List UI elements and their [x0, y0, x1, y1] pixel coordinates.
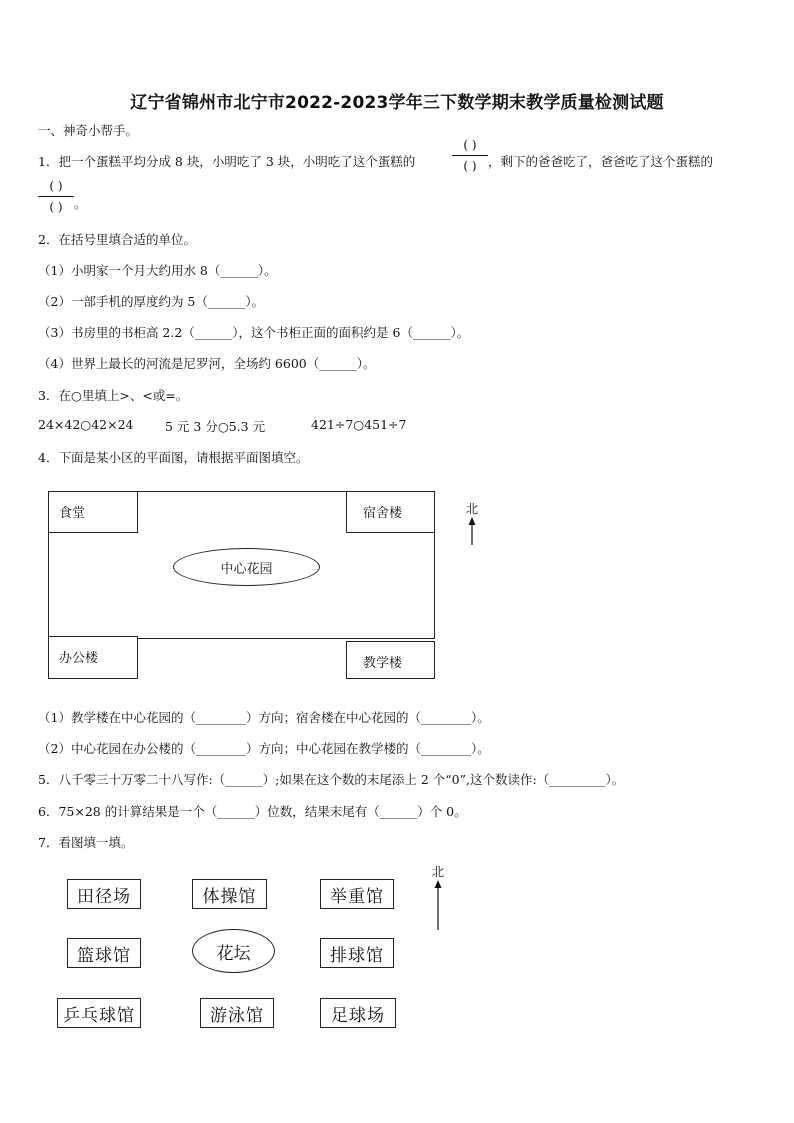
question-5: 5．八千零三十万零二十八写作:（______）;如果在这个数的末尾添上 2 个“0”,这个数读作:（_________）。 — [38, 772, 625, 787]
north-indicator-2 — [428, 863, 448, 933]
north-label: 北 — [431, 865, 444, 879]
room-canteen: 食堂 — [48, 491, 138, 533]
question-2-item-2: （2）一部手机的厚度约为 5（______）。 — [38, 294, 265, 309]
room-office: 办公楼 — [48, 636, 138, 679]
venue-weightlifting-hall: 举重馆 — [320, 879, 394, 909]
north-label: 北 — [465, 502, 478, 516]
question-3-compare-1: 24×42○42×24 — [38, 417, 134, 432]
question-1-fraction-2 — [38, 178, 74, 215]
venue-swimming-hall: 游泳馆 — [200, 998, 274, 1028]
room-teaching: 教学楼 — [346, 641, 435, 679]
fraction-denominator: ( ) — [49, 200, 63, 214]
flower-bed: 花坛 — [192, 929, 275, 973]
question-3-compare-3: 421÷7○451÷7 — [311, 417, 407, 432]
venue-table-tennis-hall: 乒乓球馆 — [57, 998, 141, 1028]
north-arrow-icon — [428, 880, 448, 930]
question-2-item-4: （4）世界上最长的河流是尼罗河，全场约 6600（______）。 — [38, 356, 376, 371]
question-1-text-a: 1．把一个蛋糕平均分成 8 块，小明吃了 3 块，小明吃了这个蛋糕的 — [38, 154, 416, 169]
fraction-bar — [452, 155, 488, 156]
venue-gymnastics-hall: 体操馆 — [192, 879, 267, 909]
north-indicator-1 — [462, 500, 482, 548]
question-7-heading: 7．看图填一填。 — [38, 835, 134, 850]
question-4-item-1: （1）教学楼在中心花园的（________）方向；宿舍楼在中心花园的（________）。 — [38, 710, 490, 725]
question-2-item-3: （3）书房里的书柜高 2.2（______），这个书柜正面的面积约是 6（______）。 — [38, 325, 470, 340]
central-garden: 中心花园 — [173, 548, 320, 586]
question-3-compare-2: 5 元 3 分○5.3 元 — [165, 419, 266, 434]
venue-track-field: 田径场 — [67, 879, 141, 909]
venue-football-field: 足球场 — [320, 998, 396, 1028]
question-4-item-2: （2）中心花园在办公楼的（________）方向；中心花园在教学楼的（________）。 — [38, 741, 490, 756]
question-6: 6．75×28 的计算结果是一个（______）位数，结果末尾有（______）个 0。 — [38, 804, 467, 819]
question-1-fraction-1 — [452, 137, 488, 174]
fraction-numerator: ( ) — [463, 138, 477, 152]
fraction-bar — [38, 196, 74, 197]
question-3-heading: 3．在○里填上>、<或=。 — [38, 388, 189, 403]
question-1-end: 。 — [74, 196, 87, 211]
venue-volleyball-hall: 排球馆 — [320, 938, 394, 968]
room-dorm: 宿舍楼 — [346, 491, 435, 533]
question-1-text-b: ，剩下的爸爸吃了，爸爸吃了这个蛋糕的 — [488, 154, 714, 169]
question-2-heading: 2．在括号里填合适的单位。 — [38, 232, 196, 247]
section-heading: 一、神奇小帮手。 — [38, 123, 139, 138]
question-4-heading: 4．下面是某小区的平面图，请根据平面图填空。 — [38, 450, 309, 465]
fraction-denominator: ( ) — [463, 159, 477, 173]
page-title: 辽宁省锦州市北宁市2022-2023学年三下数学期末教学质量检测试题 — [130, 93, 664, 113]
question-2-item-1: （1）小明家一个月大约用水 8（______）。 — [38, 263, 277, 278]
fraction-numerator: ( ) — [49, 179, 63, 193]
venue-basketball-hall: 篮球馆 — [67, 938, 141, 968]
north-arrow-icon — [462, 517, 482, 545]
